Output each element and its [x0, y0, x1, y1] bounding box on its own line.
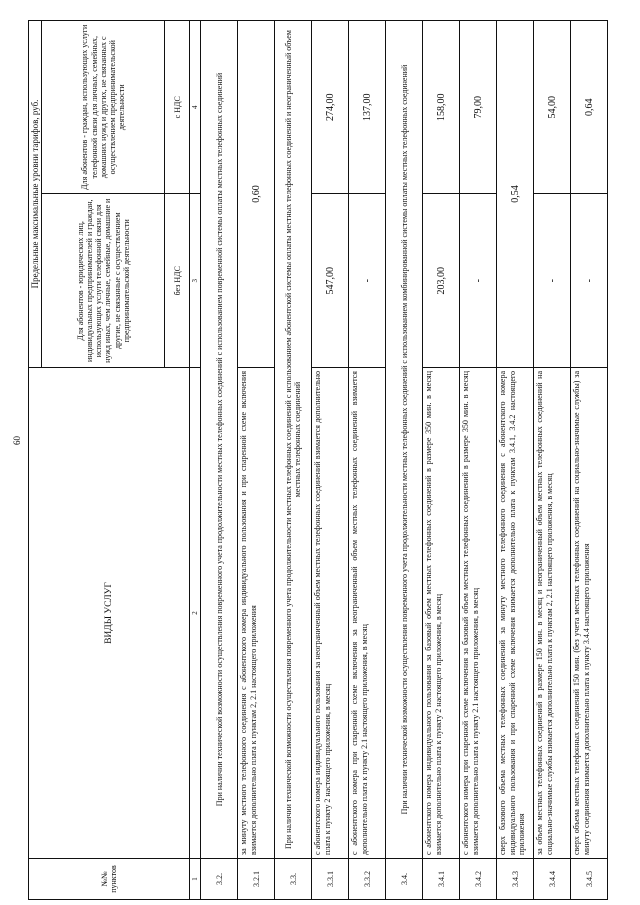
row-number: 3.4.2	[460, 859, 497, 900]
header-legal: Для абонентов - юридических лиц, индивидуальных предпринимателей и граждан, использующих услуги телефонной связи для нужд иных, чем личные, семейные, домашние и другие, не связанные с осуществлением предпринимательской деятельности	[42, 194, 165, 368]
row-number: 3.4.5	[571, 859, 608, 900]
tariff-citizen: 137,00	[349, 21, 386, 195]
service-description: сверх базового объема местных телефонных соединений за минуту местного телефонного соединения с абонентского номера индивидуального пользования и при спаренной схеме включения взимается дополнительно плата к пунктам 3.4.1, 3.4.2 настоящего приложения	[497, 368, 534, 859]
row-number: 3.4.	[386, 859, 423, 900]
table-row	[423, 21, 460, 900]
tariff-legal: -	[349, 194, 386, 368]
section-row	[386, 21, 423, 900]
tariff-legal: -	[534, 194, 571, 368]
section-title: При наличии технической возможности осуществления повременного учета продолжительности местных телефонных соединений с использованием повременной системы оплаты местных телефонных соединений	[201, 21, 238, 859]
table-row	[312, 21, 349, 900]
service-description: с абонентского номера индивидуального пользования за базовый объем местных телефонных соединений в размере 350 мин. в месяц взимается дополнительно плата к пункту 2 настоящего приложения, в месяц	[423, 368, 460, 859]
tariff-legal: 0,54	[497, 21, 534, 368]
section-row	[275, 21, 312, 900]
table-row	[534, 21, 571, 900]
header-vat-with: с НДС	[165, 21, 190, 195]
tariff-citizen: 79,00	[460, 21, 497, 195]
table-row	[571, 21, 608, 900]
rotated-document	[28, 20, 628, 900]
section-title: При наличии технической возможности осуществления повременного учета продолжительности местных телефонных соединений с использованием абонентской системы оплаты местных телефонных соединений и неограниченный объем местных телефонных соединений	[275, 21, 312, 859]
header-number: №№ пунктов	[29, 859, 190, 900]
index-4: 4	[190, 21, 201, 195]
table-row	[238, 21, 275, 900]
row-number: 3.4.4	[534, 859, 571, 900]
row-number: 3.4.3	[497, 859, 534, 900]
service-description: за минуту местного телефонного соединения с абонентского номера индивидуального пользования и при спаренной схеме включения взимается дополнительно плата к пунктам 2, 2.1 настоящего приложения	[238, 368, 275, 859]
header-tariffs: Предельные максимальные уровни тарифов, руб.	[29, 21, 42, 368]
service-description: сверх объема местных телефонных соединений 150 мин. (без учета местных телефонных соединений на социально-значимые службы) за минуту соединения взимается дополнительно плата к пункту 3.4.4 настоящего приложения	[571, 368, 608, 859]
table-row	[497, 21, 534, 900]
tariff-citizen: 158,00	[423, 21, 460, 195]
tariff-citizen: 54,00	[534, 21, 571, 195]
index-2: 2	[190, 368, 201, 859]
tariff-legal: 0,60	[238, 21, 275, 368]
row-number: 3.3.	[275, 859, 312, 900]
tariff-legal: -	[571, 194, 608, 368]
header-vat-without: без НДС	[165, 194, 190, 368]
tariff-citizen: 0,64	[571, 21, 608, 195]
service-description: с абонентского номера при спаренной схеме включения за базовый объем местных телефонных соединений в размере 350 мин. в месяц взимается дополнительно плата к пункту 2.1 настоящего приложения, в месяц	[460, 368, 497, 859]
tariff-legal: 547,00	[312, 194, 349, 368]
tariff-legal: 203,00	[423, 194, 460, 368]
service-description: с абонентского номера индивидуального пользования за неограниченный объем местных телефонных соединений взимается дополнительно плата к пункту 2 настоящего приложения, в месяц	[312, 368, 349, 859]
service-description: за объем местных телефонных соединений в размере 150 мин. в месяц и неограниченный объем местных телефонных соединений на социально-значимые службы взимается дополнительно плата к пунктам 2, 2.1 настоящего приложения, в месяц	[534, 368, 571, 859]
row-number: 3.2.	[201, 859, 238, 900]
table-row	[460, 21, 497, 900]
table-body	[201, 21, 608, 900]
section-row	[201, 21, 238, 900]
header-citizens: Для абонентов - граждан, использующих услуги телефонной связи для личных, семейных, домашних нужд и других, не связанных с осуществлением предпринимательской деятельности	[42, 21, 165, 195]
header-service: ВИДЫ УСЛУГ	[29, 368, 190, 859]
section-title: При наличии технической возможности осуществления повременного учета продолжительности местных телефонных соединений с использованием комбинированной системы оплаты местных телефонных соединений	[386, 21, 423, 859]
tariff-table	[28, 20, 608, 900]
tariff-citizen: 274,00	[312, 21, 349, 195]
table-row	[349, 21, 386, 900]
row-number: 3.2.1	[238, 859, 275, 900]
row-number: 3.4.1	[423, 859, 460, 900]
tariff-legal: -	[460, 194, 497, 368]
page-number: 60	[12, 436, 22, 445]
row-number: 3.3.1	[312, 859, 349, 900]
index-3: 3	[190, 194, 201, 368]
index-1: 1	[190, 859, 201, 900]
row-number: 3.3.2	[349, 859, 386, 900]
service-description: с абонентского номера при спаренной схеме включения за неограниченный объем местных телефонных соединений взимается дополнительно плата к пункту 2.1 настоящего приложения, в месяц	[349, 368, 386, 859]
